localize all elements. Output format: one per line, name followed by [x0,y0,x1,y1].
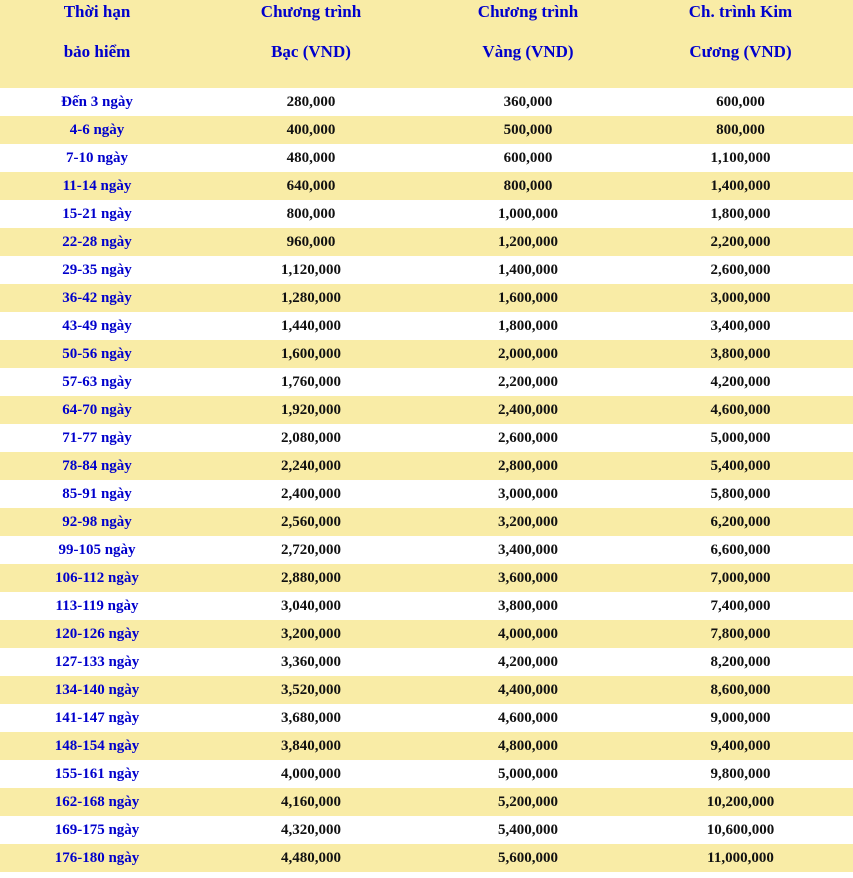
cell-silver-price: 400,000 [286,122,336,138]
table-row [0,172,853,200]
table-row [0,88,853,116]
cell-diamond-price: 2,200,000 [710,234,771,250]
table-row [0,732,853,760]
cell-duration: 162-168 ngày [54,794,140,810]
cell-gold-price: 5,600,000 [498,850,558,866]
table-row [0,760,853,788]
cell-silver-price: 2,080,000 [281,430,341,446]
table-header [0,0,853,88]
table-row [0,620,853,648]
cell-gold-price: 1,400,000 [498,262,558,278]
cell-gold-price: 1,000,000 [498,206,558,222]
cell-silver-price: 3,040,000 [281,598,341,614]
table-row [0,648,853,676]
cell-duration: 78-84 ngày [62,458,132,474]
cell-gold-price: 600,000 [503,150,553,166]
header-duration: Thời hạn bảo hiểm [63,2,131,61]
cell-diamond-price: 4,600,000 [710,402,771,418]
cell-silver-price: 1,600,000 [281,346,341,362]
cell-duration: 155-161 ngày [54,766,140,782]
cell-gold-price: 3,600,000 [498,570,558,586]
cell-duration: 148-154 ngày [54,738,140,754]
cell-gold-price: 2,000,000 [498,346,558,362]
table-row [0,704,853,732]
cell-diamond-price: 8,600,000 [710,682,771,698]
table-row [0,340,853,368]
cell-silver-price: 4,000,000 [281,766,341,782]
cell-diamond-price: 10,200,000 [706,794,775,810]
cell-diamond-price: 5,000,000 [710,430,771,446]
table-row [0,228,853,256]
cell-gold-price: 5,000,000 [498,766,558,782]
table-row [0,508,853,536]
header-row [0,0,853,88]
cell-gold-price: 2,200,000 [498,374,558,390]
cell-duration: 64-70 ngày [62,402,132,418]
cell-silver-price: 280,000 [286,94,336,110]
cell-gold-price: 1,600,000 [498,290,558,306]
table-row [0,536,853,564]
header-silver-plan: Chương trình Bạc (VND) [260,2,362,61]
table-row [0,312,853,340]
table-row [0,144,853,172]
cell-diamond-price: 5,400,000 [710,458,771,474]
cell-diamond-price: 600,000 [716,94,765,110]
cell-silver-price: 960,000 [286,234,336,250]
cell-silver-price: 4,160,000 [281,794,341,810]
cell-diamond-price: 10,600,000 [706,822,775,838]
cell-diamond-price: 6,200,000 [710,514,771,530]
cell-diamond-price: 1,100,000 [710,150,771,166]
cell-duration: 120-126 ngày [54,626,140,642]
cell-diamond-price: 9,400,000 [710,738,771,754]
cell-silver-price: 1,760,000 [281,374,341,390]
cell-silver-price: 2,720,000 [281,542,341,558]
cell-duration: 4-6 ngày [69,122,125,138]
table-row [0,480,853,508]
table-row [0,676,853,704]
cell-gold-price: 3,000,000 [498,486,558,502]
cell-diamond-price: 800,000 [716,122,765,138]
cell-duration: 29-35 ngày [62,262,132,278]
cell-gold-price: 4,200,000 [498,654,558,670]
table-row [0,200,853,228]
cell-duration: 57-63 ngày [62,374,132,390]
cell-gold-price: 4,400,000 [498,682,558,698]
cell-diamond-price: 4,200,000 [710,374,771,390]
cell-silver-price: 3,520,000 [281,682,341,698]
cell-gold-price: 3,400,000 [498,542,558,558]
cell-silver-price: 4,320,000 [281,822,341,838]
table-row [0,256,853,284]
cell-silver-price: 800,000 [286,206,336,222]
cell-silver-price: 4,480,000 [281,850,341,866]
cell-silver-price: 640,000 [286,178,336,194]
cell-duration: Đến 3 ngày [61,94,133,110]
cell-gold-price: 5,200,000 [498,794,558,810]
cell-silver-price: 480,000 [286,150,336,166]
cell-diamond-price: 11,000,000 [707,850,774,866]
cell-gold-price: 500,000 [503,122,553,138]
cell-diamond-price: 5,800,000 [710,486,771,502]
table-row [0,844,853,872]
cell-silver-price: 2,560,000 [281,514,341,530]
cell-duration: 15-21 ngày [62,206,132,222]
cell-duration: 134-140 ngày [54,682,140,698]
cell-gold-price: 2,400,000 [498,402,558,418]
cell-duration: 127-133 ngày [54,654,140,670]
cell-gold-price: 1,800,000 [498,318,558,334]
cell-diamond-price: 8,200,000 [710,654,771,670]
table-row [0,592,853,620]
cell-silver-price: 3,840,000 [281,738,341,754]
cell-diamond-price: 1,800,000 [710,206,771,222]
table-row [0,396,853,424]
cell-gold-price: 2,600,000 [498,430,558,446]
cell-gold-price: 3,200,000 [498,514,558,530]
header-diamond-plan: Ch. trình Kim Cương (VND) [688,2,793,61]
cell-duration: 71-77 ngày [62,430,132,446]
cell-gold-price: 1,200,000 [498,234,558,250]
cell-gold-price: 800,000 [503,178,553,194]
cell-duration: 106-112 ngày [55,570,139,586]
cell-gold-price: 2,800,000 [498,458,558,474]
cell-diamond-price: 3,400,000 [710,318,771,334]
table-row [0,368,853,396]
cell-gold-price: 3,800,000 [498,598,558,614]
cell-silver-price: 2,400,000 [281,486,341,502]
cell-silver-price: 1,120,000 [281,262,341,278]
cell-silver-price: 3,680,000 [281,710,341,726]
cell-duration: 85-91 ngày [62,486,132,502]
cell-duration: 92-98 ngày [62,514,132,530]
cell-duration: 43-49 ngày [62,318,132,334]
cell-diamond-price: 3,000,000 [710,290,771,306]
cell-gold-price: 5,400,000 [498,822,558,838]
cell-diamond-price: 9,800,000 [710,766,771,782]
table-row [0,564,853,592]
table-row [0,284,853,312]
table-row [0,816,853,844]
cell-diamond-price: 3,800,000 [710,346,771,362]
table-row [0,788,853,816]
cell-diamond-price: 7,000,000 [710,570,771,586]
cell-diamond-price: 9,000,000 [710,710,771,726]
cell-duration: 113-119 ngày [55,598,139,614]
table-row [0,116,853,144]
cell-gold-price: 4,600,000 [498,710,558,726]
header-gold-plan: Chương trình Vàng (VND) [477,2,579,61]
cell-duration: 7-10 ngày [65,150,129,166]
cell-silver-price: 3,200,000 [281,626,341,642]
cell-silver-price: 2,240,000 [281,458,341,474]
cell-silver-price: 1,440,000 [281,318,341,334]
cell-duration: 176-180 ngày [54,850,140,866]
cell-diamond-price: 1,400,000 [710,178,771,194]
cell-gold-price: 360,000 [503,94,553,110]
cell-gold-price: 4,800,000 [498,738,558,754]
cell-duration: 36-42 ngày [62,290,132,306]
cell-duration: 11-14 ngày [62,178,132,194]
cell-duration: 99-105 ngày [58,542,136,558]
cell-duration: 169-175 ngày [54,822,140,838]
cell-silver-price: 1,280,000 [281,290,341,306]
cell-duration: 50-56 ngày [62,346,132,362]
table-row [0,424,853,452]
cell-gold-price: 4,000,000 [498,626,558,642]
cell-diamond-price: 6,600,000 [710,542,771,558]
table-row [0,452,853,480]
cell-silver-price: 3,360,000 [281,654,341,670]
cell-diamond-price: 7,400,000 [710,598,771,614]
cell-silver-price: 2,880,000 [281,570,341,586]
table-body [0,88,853,872]
cell-diamond-price: 2,600,000 [710,262,771,278]
cell-silver-price: 1,920,000 [281,402,341,418]
cell-duration: 22-28 ngày [62,234,132,250]
cell-duration: 141-147 ngày [54,710,140,726]
cell-diamond-price: 7,800,000 [710,626,771,642]
